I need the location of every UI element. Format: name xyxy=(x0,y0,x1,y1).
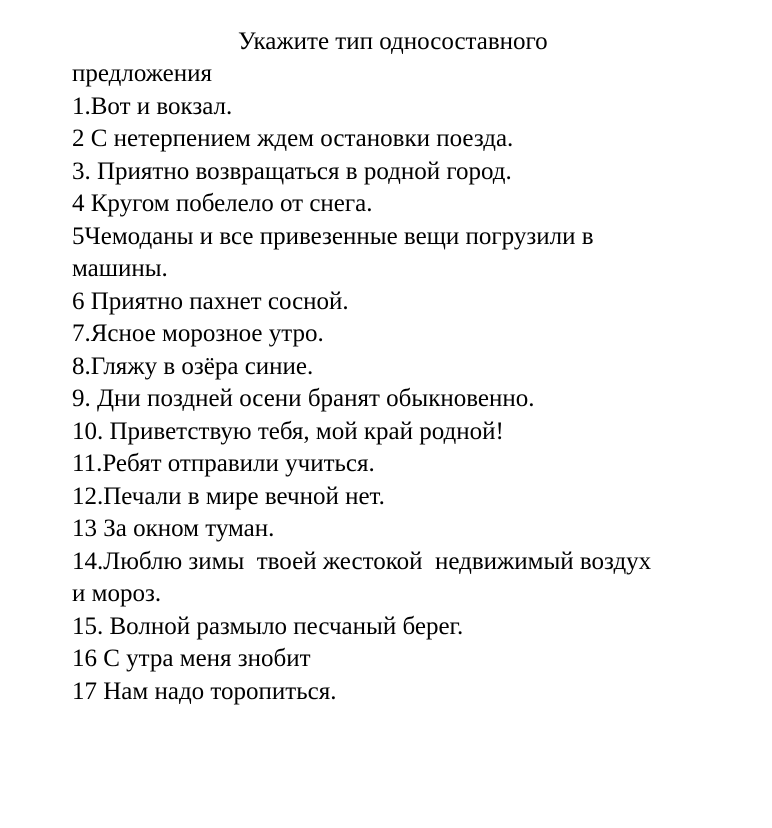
list-item: 9. Дни поздней осени бранят обыкновенно. xyxy=(72,385,535,412)
list-item: 10. Приветствую тебя, мой край родной! xyxy=(72,417,504,445)
list-item: 16 С утра меня знобит xyxy=(72,645,311,672)
list-item: 12.Печали в мире вечной нет. xyxy=(72,482,385,510)
list-item: 6 Приятно пахнет сосной. xyxy=(72,287,349,315)
list-item: 8.Гляжу в озёра синие. xyxy=(72,352,314,380)
list-item: 14.Люблю зимы твоей жестокой недвижимый воздух xyxy=(72,547,652,575)
list-item: 7.Ясное морозное утро. xyxy=(72,320,324,347)
list-item: 5Чемоданы и все привезенные вещи погрузили в xyxy=(72,222,594,250)
list-item: машины. xyxy=(72,255,168,282)
list-item: 3. Приятно возвращаться в родной город. xyxy=(72,157,512,185)
list-item: 15. Волной размыло песчаный берег. xyxy=(72,612,464,640)
list-item: 1.Вот и вокзал. xyxy=(72,92,233,120)
title-heading: Укажите тип односоставного xyxy=(238,28,548,55)
list-item: 4 Кругом побелело от снега. xyxy=(72,190,373,217)
sentence-list xyxy=(72,58,732,708)
list-item: 13 За окном туман. xyxy=(72,515,275,542)
list-item: 11.Ребят отправили учиться. xyxy=(72,450,375,477)
list-item: и мороз. xyxy=(72,580,162,607)
list-item: 17 Нам надо торопиться. xyxy=(72,677,337,705)
title-continuation: предложения xyxy=(72,60,213,87)
list-item: 2 С нетерпением ждем остановки поезда. xyxy=(72,125,514,152)
